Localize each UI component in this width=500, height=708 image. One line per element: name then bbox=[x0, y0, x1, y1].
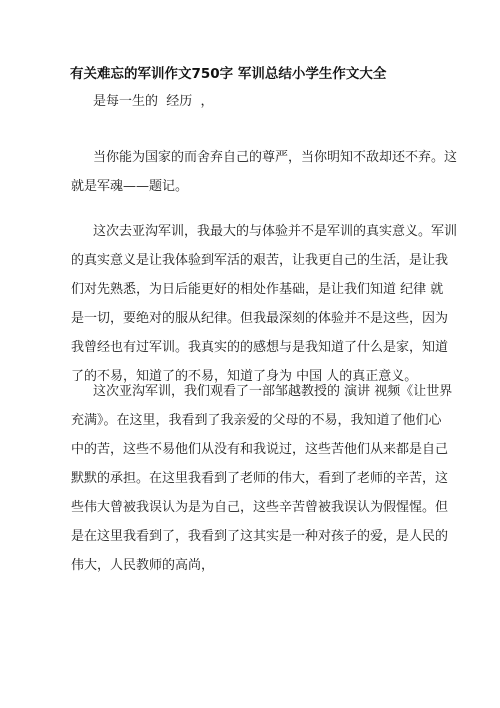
paragraph-line: 是在这里我看到了，我看到了这其实是一种对孩子的爱，是人民的 bbox=[71, 529, 449, 544]
paragraph-line: 了的不易，知道了的不易，知道了身为 中国 人的真正意义。 bbox=[71, 369, 418, 384]
document-title: 有关难忘的军训作文750字 军训总结小学生作文大全 bbox=[70, 66, 387, 82]
paragraph-line: 默默的承担。在这里我看到了老师的伟大，看到了老师的辛苦，这 bbox=[71, 471, 449, 486]
paragraph-line: 们对先熟悉，为日后能更好的相处作基础，是让我们知道 纪律 就 bbox=[71, 282, 444, 297]
paragraph-line: 是一切，要绝对的服从纪律。但我最深刻的体验并不是这些，因为 bbox=[71, 311, 449, 326]
paragraph-line: 这次去亚沟军训，我最大的与体验并不是军训的真实意义。军训 bbox=[93, 224, 458, 239]
paragraph-line: 我曾经也有过军训。我真实的的感想与是我知道了什么是家，知道 bbox=[71, 340, 449, 355]
paragraph-line: 当你能为国家的而舍弃自己的尊严，当你明知不敌却还不弃。这 bbox=[93, 150, 458, 165]
lead-line: 是每一生的 经历 ， bbox=[93, 94, 214, 109]
paragraph-line: 中的苦，这些不易他们从没有和我说过，这些苦他们从来都是自己 bbox=[71, 442, 449, 457]
paragraph-3 bbox=[71, 377, 453, 580]
paragraph-line: 这次亚沟军训，我们观看了一部邹越教授的 演讲 视频《让世界 bbox=[93, 384, 453, 399]
paragraph-line: 些伟大曾被我误认为是为自己，这些辛苦曾被我误认为假惺惺。但 bbox=[71, 500, 449, 515]
paragraph-1 bbox=[71, 143, 458, 201]
paragraph-2 bbox=[71, 217, 458, 391]
paragraph-line: 充满》。在这里，我看到了我亲爱的父母的不易，我知道了他们心 bbox=[71, 413, 442, 428]
paragraph-line: 就是军魂——题记。 bbox=[71, 179, 189, 194]
paragraph-line: 的真实意义是让我体验到军活的艰苦，让我更自己的生活，是让我 bbox=[71, 253, 449, 268]
paragraph-line: 伟大，人民教师的高尚， bbox=[71, 558, 215, 573]
